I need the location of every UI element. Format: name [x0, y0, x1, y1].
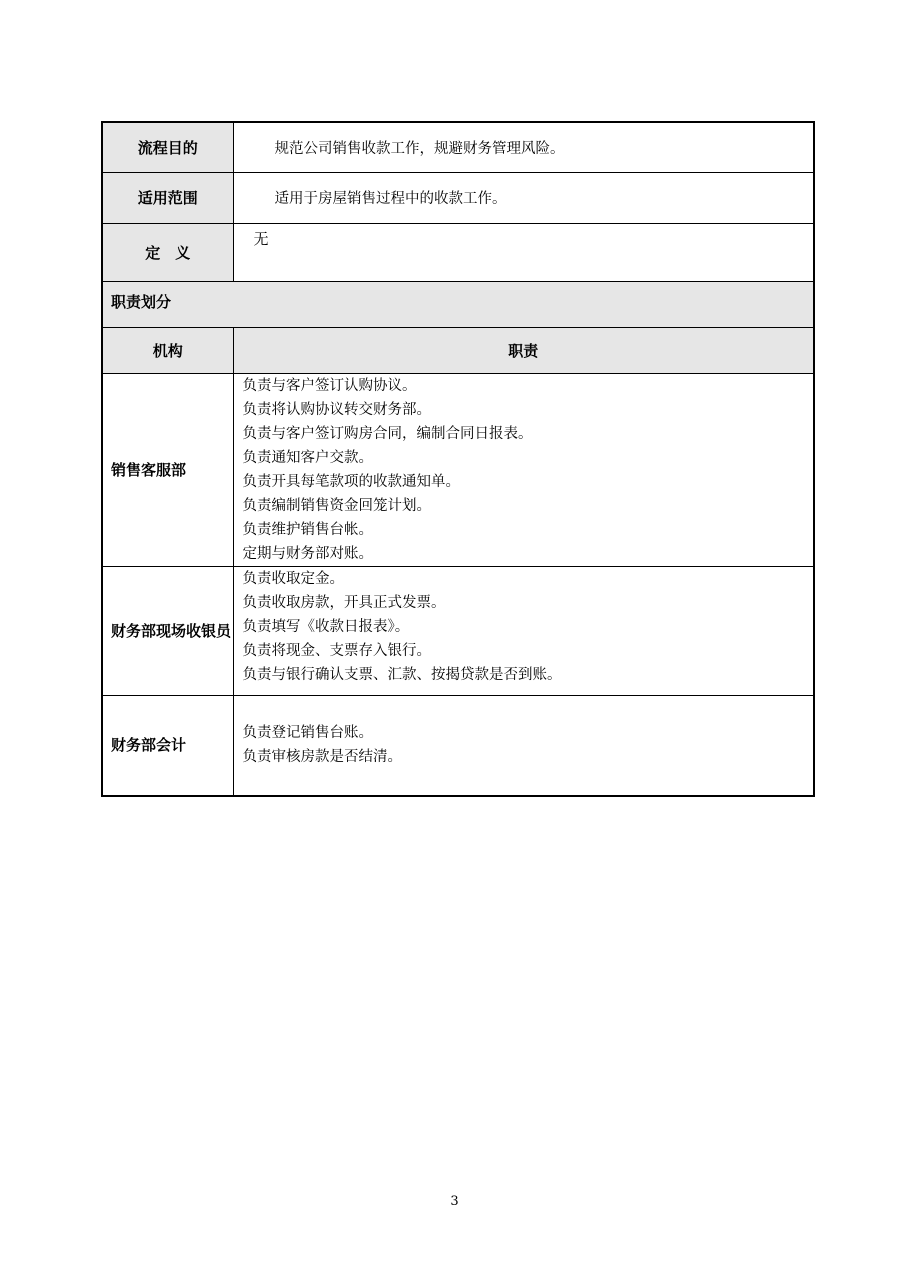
duty-item: 负责与客户签订购房合同，编制合同日报表。	[242, 425, 533, 442]
definition-label: 定 义	[102, 223, 233, 281]
duty-item: 定期与财务部对账。	[242, 545, 373, 562]
duties-list	[233, 566, 814, 695]
duty-item: 负责审核房款是否结清。	[242, 749, 402, 766]
duty-item: 负责将现金、支票存入银行。	[242, 642, 431, 659]
org-name: 财务部现场收银员	[102, 566, 233, 695]
duties-list	[233, 373, 814, 566]
duty-item: 负责开具每笔款项的收款通知单。	[242, 473, 460, 490]
page-number: 3	[450, 1194, 459, 1209]
section-row	[102, 281, 814, 327]
duty-item: 负责填写《收款日报表》。	[242, 618, 410, 635]
purpose-label: 流程目的	[102, 122, 233, 172]
definition-row	[102, 223, 814, 281]
duty-item: 负责将认购协议转交财务部。	[242, 401, 431, 418]
table-row	[102, 373, 814, 566]
purpose-row	[102, 122, 814, 172]
duty-item: 负责维护销售台帐。	[242, 521, 373, 538]
duty-item: 负责登记销售台账。	[242, 725, 373, 742]
table-row	[102, 566, 814, 695]
org-name: 财务部会计	[102, 695, 233, 796]
duty-item: 负责通知客户交款。	[242, 449, 373, 466]
scope-row	[102, 172, 814, 223]
table-row	[102, 695, 814, 796]
duty-item: 负责收取定金。	[242, 570, 344, 587]
duties-list	[233, 695, 814, 796]
duty-item: 负责与银行确认支票、汇款、按揭贷款是否到账。	[242, 666, 562, 683]
section-title: 职责划分	[102, 281, 814, 327]
scope-label: 适用范围	[102, 172, 233, 223]
org-name: 销售客服部	[102, 373, 233, 566]
duty-item: 负责收取房款，开具正式发票。	[242, 594, 446, 611]
scope-content: 适用于房屋销售过程中的收款工作。	[233, 172, 814, 223]
duty-item: 负责与客户签订认购协议。	[242, 377, 417, 394]
definition-content: 无	[233, 223, 814, 281]
duty-item: 负责编制销售资金回笼计划。	[242, 497, 431, 514]
org-column-header: 机构	[102, 327, 233, 373]
purpose-content: 规范公司销售收款工作，规避财务管理风险。	[233, 122, 814, 172]
process-table	[101, 121, 815, 797]
duties-column-header: 职责	[233, 327, 814, 373]
column-header-row	[102, 327, 814, 373]
